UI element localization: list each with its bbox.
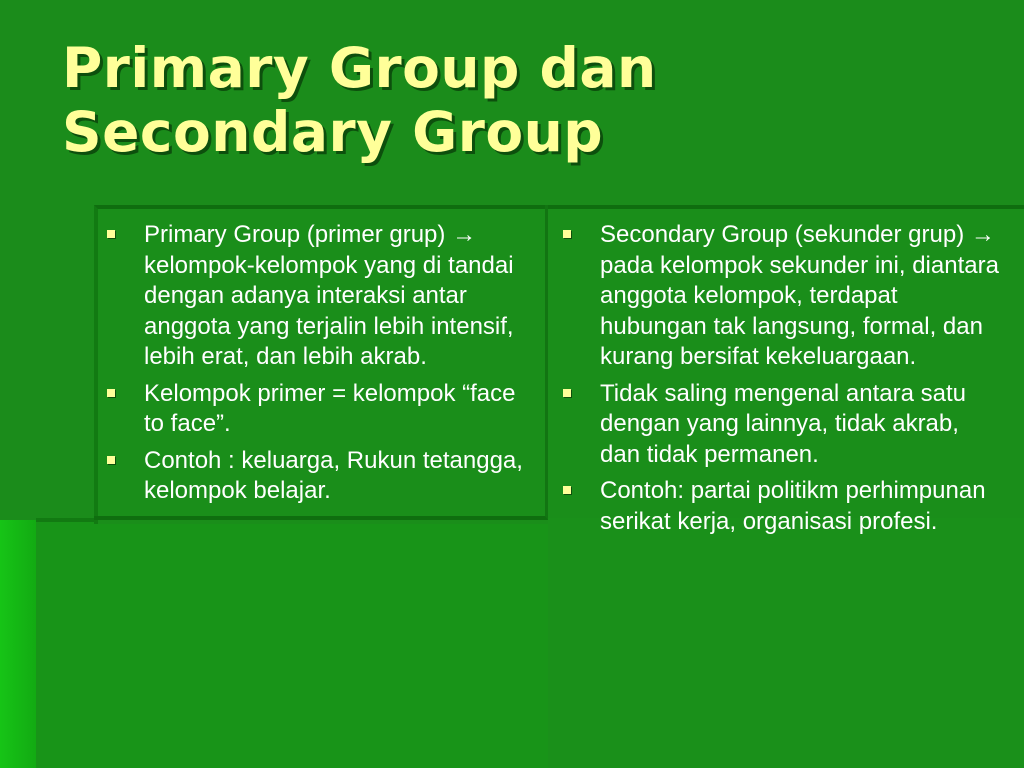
bullet-text: Contoh : keluarga, Rukun tetangga, kelompok belajar.	[144, 446, 523, 504]
slide-title	[62, 36, 982, 164]
list-item	[104, 220, 529, 373]
square-bullet-icon	[563, 486, 571, 494]
background-left-strip	[0, 520, 40, 768]
slide-title-line-2: Secondary Group	[62, 100, 604, 164]
square-bullet-icon	[563, 230, 571, 238]
slide-title-line-1: Primary Group dan	[62, 36, 657, 100]
list-item	[560, 379, 1000, 471]
bullet-text: Primary Group (primer grup) → kelompok-kelompok yang di tandai dengan adanya interaksi antar anggota yang terjalin lebih intensif, lebih erat, dan lebih akrab.	[144, 221, 514, 370]
bullet-text: Kelompok primer = kelompok “face to face”.	[144, 379, 516, 437]
square-bullet-icon	[107, 389, 115, 397]
bullet-text: Secondary Group (sekunder grup) → pada kelompok sekunder ini, diantara anggota kelompok, terdapat hubungan tak langsung, formal, dan kurang bersifat kekeluargaan.	[600, 221, 999, 370]
list-item	[104, 446, 529, 507]
bullet-text: Tidak saling mengenal antara satu dengan yang lainnya, tidak akrab, dan tidak permanen.	[600, 379, 966, 468]
square-bullet-icon	[107, 456, 115, 464]
left-bullet-list	[104, 220, 529, 513]
list-item	[560, 220, 1000, 373]
square-bullet-icon	[107, 230, 115, 238]
right-bullet-list	[560, 220, 1000, 543]
list-item	[104, 379, 529, 440]
list-item	[560, 476, 1000, 537]
background-right-panel	[548, 518, 1024, 768]
square-bullet-icon	[563, 389, 571, 397]
bullet-text: Contoh: partai politikm perhimpunan serikat kerja, organisasi profesi.	[600, 477, 986, 535]
